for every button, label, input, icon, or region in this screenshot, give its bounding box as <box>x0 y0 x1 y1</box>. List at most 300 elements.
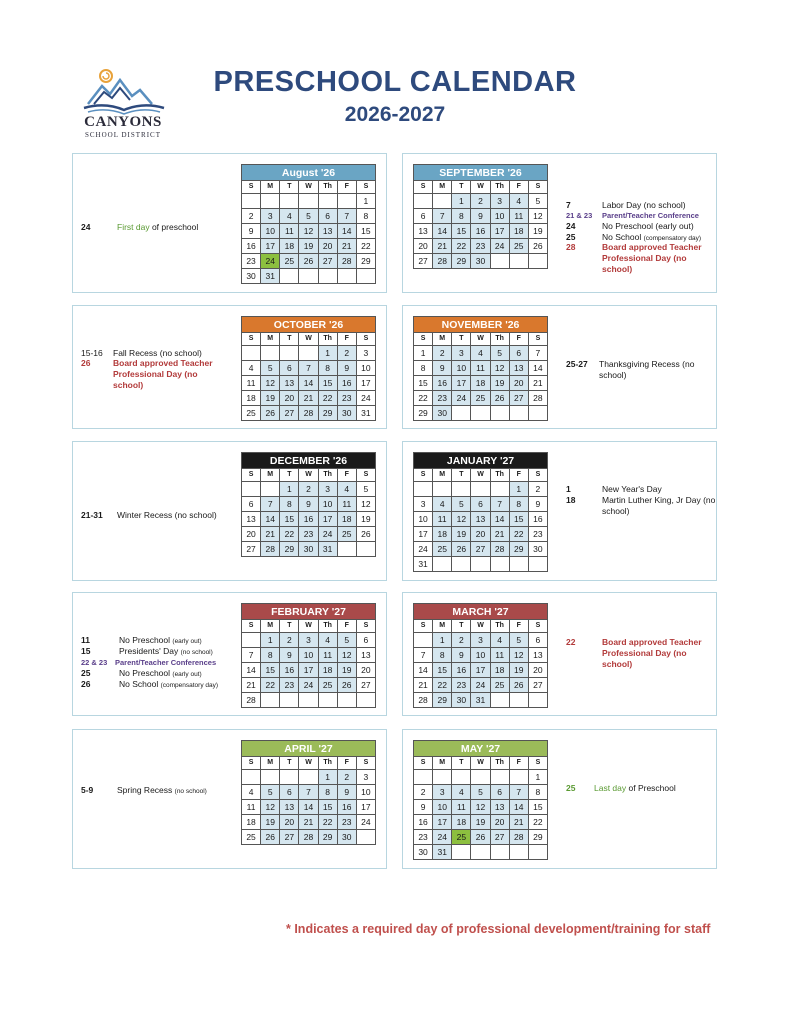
weekday-label: Th <box>491 757 510 770</box>
day-cell: 31 <box>319 542 338 557</box>
empty-cell <box>261 346 280 361</box>
day-cell: 4 <box>242 361 261 376</box>
day-cell: 16 <box>338 376 357 391</box>
calendar-month <box>241 740 376 845</box>
weekday-label: M <box>433 333 452 346</box>
empty-cell <box>491 845 510 860</box>
day-cell: 28 <box>414 693 433 708</box>
day-cell: 12 <box>357 497 376 512</box>
day-cell: 28 <box>299 406 318 421</box>
day-cell: 2 <box>529 482 548 497</box>
empty-cell <box>242 194 261 209</box>
empty-cell <box>299 693 318 708</box>
weekday-label: S <box>242 333 261 346</box>
weekday-label: M <box>433 181 452 194</box>
day-cell: 19 <box>452 527 471 542</box>
day-cell: 29 <box>529 830 548 845</box>
month-grid <box>241 619 376 708</box>
panel-january: 1 New Year's Day 18 Martin Luther King, Jr Day (no school) <box>402 441 717 581</box>
calendar-month <box>241 603 376 708</box>
day-cell: 1 <box>280 482 299 497</box>
day-cell: 19 <box>299 239 318 254</box>
weekday-label: F <box>338 757 357 770</box>
day-cell: 16 <box>452 663 471 678</box>
day-cell: 1 <box>357 194 376 209</box>
weekday-label: S <box>414 181 433 194</box>
empty-cell <box>491 482 510 497</box>
empty-cell <box>529 693 548 708</box>
day-cell: 8 <box>414 361 433 376</box>
day-cell: 17 <box>357 376 376 391</box>
day-cell: 23 <box>452 678 471 693</box>
day-cell: 15 <box>357 224 376 239</box>
day-cell: 8 <box>452 209 471 224</box>
empty-cell <box>510 557 529 572</box>
day-cell: 3 <box>433 785 452 800</box>
empty-cell <box>414 194 433 209</box>
day-cell: 20 <box>242 527 261 542</box>
day-cell: 24 <box>319 527 338 542</box>
day-cell: 22 <box>510 527 529 542</box>
empty-cell <box>452 406 471 421</box>
day-cell: 28 <box>261 542 280 557</box>
day-cell: 15 <box>529 800 548 815</box>
day-cell: 13 <box>319 224 338 239</box>
day-cell: 1 <box>414 346 433 361</box>
empty-cell <box>491 770 510 785</box>
month-header: MARCH '27 <box>413 603 548 619</box>
empty-cell <box>414 633 433 648</box>
empty-cell <box>261 482 280 497</box>
day-cell: 16 <box>280 663 299 678</box>
weekday-label: F <box>510 469 529 482</box>
day-cell: 12 <box>261 376 280 391</box>
panel-october: 15-16 Fall Recess (no school) 26 Board approved Teacher Professional Day (no school) <box>72 305 387 429</box>
day-cell: 3 <box>471 633 490 648</box>
empty-cell <box>280 770 299 785</box>
day-cell: 26 <box>338 678 357 693</box>
weekday-label: T <box>452 333 471 346</box>
calendar-month <box>241 452 376 557</box>
day-cell: 3 <box>357 770 376 785</box>
day-cell: 17 <box>452 376 471 391</box>
calendar-month <box>413 740 548 860</box>
day-cell: 1 <box>261 633 280 648</box>
day-cell: 17 <box>299 663 318 678</box>
day-cell: 5 <box>491 346 510 361</box>
day-cell: 8 <box>261 648 280 663</box>
day-cell: 6 <box>471 497 490 512</box>
day-cell: 5 <box>299 209 318 224</box>
day-cell: 26 <box>471 830 490 845</box>
day-cell: 20 <box>357 663 376 678</box>
weekday-label: M <box>261 757 280 770</box>
day-cell: 3 <box>319 482 338 497</box>
day-cell: 4 <box>433 497 452 512</box>
day-cell: 2 <box>452 633 471 648</box>
day-cell: 13 <box>510 361 529 376</box>
weekday-label: S <box>242 620 261 633</box>
day-cell: 18 <box>242 391 261 406</box>
day-cell: 13 <box>491 800 510 815</box>
day-cell: 16 <box>414 815 433 830</box>
day-cell: 22 <box>357 239 376 254</box>
empty-cell <box>491 693 510 708</box>
day-cell: 7 <box>299 361 318 376</box>
month-grid <box>241 756 376 845</box>
day-cell: 11 <box>280 224 299 239</box>
weekday-label: M <box>433 620 452 633</box>
day-cell: 12 <box>338 648 357 663</box>
day-cell: 7 <box>414 648 433 663</box>
day-cell: 21 <box>242 678 261 693</box>
day-cell: 8 <box>319 785 338 800</box>
day-cell: 31 <box>471 693 490 708</box>
day-cell: 12 <box>299 224 318 239</box>
day-cell: 17 <box>319 512 338 527</box>
month-header: NOVEMBER '26 <box>413 316 548 332</box>
month-header: JANUARY '27 <box>413 452 548 468</box>
day-cell: 30 <box>529 542 548 557</box>
day-cell: 5 <box>452 497 471 512</box>
weekday-label: S <box>242 181 261 194</box>
empty-cell <box>242 482 261 497</box>
day-cell: 18 <box>319 663 338 678</box>
empty-cell <box>299 269 318 284</box>
day-cell: 15 <box>452 224 471 239</box>
day-cell: 14 <box>299 800 318 815</box>
day-cell: 14 <box>299 376 318 391</box>
day-cell: 18 <box>452 815 471 830</box>
empty-cell <box>510 254 529 269</box>
empty-cell <box>471 482 490 497</box>
day-cell: 31 <box>433 845 452 860</box>
weekday-label: W <box>471 620 490 633</box>
day-cell: 5 <box>471 785 490 800</box>
weekday-label: T <box>280 620 299 633</box>
day-cell: 27 <box>280 830 299 845</box>
day-cell: 22 <box>280 527 299 542</box>
weekday-label: S <box>242 469 261 482</box>
day-cell: 30 <box>433 406 452 421</box>
day-cell: 25 <box>242 830 261 845</box>
empty-cell <box>280 269 299 284</box>
empty-cell <box>242 770 261 785</box>
weekday-label: M <box>261 620 280 633</box>
day-cell: 4 <box>242 785 261 800</box>
day-cell: 22 <box>261 678 280 693</box>
day-cell: 18 <box>338 512 357 527</box>
day-cell: 14 <box>529 361 548 376</box>
day-cell: 27 <box>242 542 261 557</box>
day-cell: 1 <box>510 482 529 497</box>
day-cell: 11 <box>510 209 529 224</box>
day-cell: 28 <box>299 830 318 845</box>
empty-cell <box>452 770 471 785</box>
day-cell: 6 <box>510 346 529 361</box>
month-header: August '26 <box>241 164 376 180</box>
day-cell: 10 <box>414 512 433 527</box>
empty-cell <box>261 194 280 209</box>
day-cell: 4 <box>338 482 357 497</box>
panel-august: 24 First day of preschool <box>72 153 387 293</box>
logo-mountain-book-icon <box>80 64 170 116</box>
day-cell: 3 <box>357 346 376 361</box>
day-cell: 14 <box>261 512 280 527</box>
page-title: PRESCHOOL CALENDAR <box>213 66 577 98</box>
panel-april: 5-9 Spring Recess (no school) <box>72 729 387 869</box>
day-cell: 29 <box>280 542 299 557</box>
empty-cell <box>319 693 338 708</box>
day-cell: 23 <box>299 527 318 542</box>
day-cell: 16 <box>242 239 261 254</box>
empty-cell <box>491 557 510 572</box>
weekday-label: W <box>299 469 318 482</box>
day-cell: 27 <box>280 406 299 421</box>
month-grid <box>413 468 548 572</box>
weekday-label: Th <box>319 333 338 346</box>
month-grid <box>241 332 376 421</box>
day-cell: 27 <box>529 678 548 693</box>
day-cell: 5 <box>529 194 548 209</box>
weekday-label: S <box>357 757 376 770</box>
day-cell: 15 <box>433 663 452 678</box>
day-cell: 19 <box>510 663 529 678</box>
day-cell: 3 <box>452 346 471 361</box>
day-cell: 15 <box>319 800 338 815</box>
day-cell: 16 <box>433 376 452 391</box>
day-cell: 28 <box>491 542 510 557</box>
day-cell: 29 <box>452 254 471 269</box>
day-cell: 28 <box>242 693 261 708</box>
empty-cell <box>357 269 376 284</box>
day-cell: 30 <box>471 254 490 269</box>
day-cell: 1 <box>319 346 338 361</box>
day-cell: 6 <box>414 209 433 224</box>
day-cell: 22 <box>452 239 471 254</box>
day-cell: 17 <box>433 815 452 830</box>
weekday-label: M <box>261 181 280 194</box>
weekday-label: M <box>261 469 280 482</box>
day-cell: 7 <box>242 648 261 663</box>
day-cell: 20 <box>414 239 433 254</box>
empty-cell <box>299 770 318 785</box>
day-cell: 8 <box>280 497 299 512</box>
day-cell: 20 <box>471 527 490 542</box>
day-cell: 20 <box>319 239 338 254</box>
day-cell: 7 <box>299 785 318 800</box>
day-cell: 12 <box>261 800 280 815</box>
weekday-label: S <box>529 620 548 633</box>
day-cell: 9 <box>280 648 299 663</box>
day-cell: 3 <box>414 497 433 512</box>
empty-cell <box>261 770 280 785</box>
month-grid <box>413 180 548 269</box>
day-cell: 11 <box>452 800 471 815</box>
weekday-label: W <box>299 757 318 770</box>
day-cell: 12 <box>491 361 510 376</box>
day-cell: 3 <box>261 209 280 224</box>
month-grid <box>413 756 548 860</box>
day-cell: 2 <box>471 194 490 209</box>
panel-may: 25 Last day of Preschool <box>402 729 717 869</box>
day-cell: 23 <box>471 239 490 254</box>
day-cell: 6 <box>280 361 299 376</box>
day-cell: 1 <box>529 770 548 785</box>
day-cell: 20 <box>510 376 529 391</box>
day-cell: 13 <box>280 800 299 815</box>
day-cell: 24 <box>261 254 280 269</box>
empty-cell <box>414 482 433 497</box>
day-cell: 10 <box>319 497 338 512</box>
day-cell: 10 <box>357 361 376 376</box>
weekday-label: M <box>433 469 452 482</box>
day-cell: 12 <box>510 648 529 663</box>
day-cell: 21 <box>338 239 357 254</box>
empty-cell <box>280 346 299 361</box>
day-cell: 18 <box>242 815 261 830</box>
day-cell: 13 <box>414 224 433 239</box>
day-cell: 21 <box>433 239 452 254</box>
day-cell: 25 <box>338 527 357 542</box>
day-cell: 22 <box>319 815 338 830</box>
empty-cell <box>452 845 471 860</box>
empty-cell <box>319 194 338 209</box>
day-cell: 8 <box>357 209 376 224</box>
day-cell: 26 <box>491 391 510 406</box>
day-cell: 1 <box>319 770 338 785</box>
day-cell: 21 <box>261 527 280 542</box>
weekday-label: T <box>280 181 299 194</box>
day-cell: 30 <box>299 542 318 557</box>
day-cell: 30 <box>338 830 357 845</box>
weekday-label: T <box>280 469 299 482</box>
day-cell: 9 <box>471 209 490 224</box>
day-cell: 22 <box>529 815 548 830</box>
footer-note: * Indicates a required day of professional development/training for staff <box>286 922 711 936</box>
day-cell: 28 <box>510 830 529 845</box>
weekday-label: F <box>338 620 357 633</box>
day-cell: 9 <box>338 785 357 800</box>
weekday-label: W <box>471 469 490 482</box>
empty-cell <box>433 557 452 572</box>
day-cell: 7 <box>261 497 280 512</box>
empty-cell <box>357 693 376 708</box>
logo-subtitle: SCHOOL DISTRICT <box>85 131 161 139</box>
day-cell: 17 <box>491 224 510 239</box>
day-cell: 28 <box>433 254 452 269</box>
day-cell: 13 <box>242 512 261 527</box>
day-cell: 7 <box>338 209 357 224</box>
weekday-label: W <box>299 181 318 194</box>
day-cell: 9 <box>433 361 452 376</box>
district-logo <box>80 64 170 142</box>
weekday-label: S <box>414 469 433 482</box>
month-grid <box>241 468 376 557</box>
day-cell: 21 <box>510 815 529 830</box>
calendar-month <box>241 164 376 284</box>
weekday-label: Th <box>319 469 338 482</box>
day-cell: 17 <box>414 527 433 542</box>
empty-cell <box>491 406 510 421</box>
month-header: MAY '27 <box>413 740 548 756</box>
empty-cell <box>280 194 299 209</box>
day-cell: 24 <box>299 678 318 693</box>
day-cell: 25 <box>510 239 529 254</box>
empty-cell <box>242 633 261 648</box>
empty-cell <box>510 406 529 421</box>
day-cell: 15 <box>319 376 338 391</box>
day-cell: 6 <box>529 633 548 648</box>
day-cell: 11 <box>491 648 510 663</box>
day-cell: 28 <box>529 391 548 406</box>
day-cell: 4 <box>280 209 299 224</box>
calendar-month <box>241 316 376 421</box>
day-cell: 24 <box>357 391 376 406</box>
weekday-label: F <box>510 333 529 346</box>
day-cell: 2 <box>280 633 299 648</box>
day-cell: 9 <box>299 497 318 512</box>
empty-cell <box>319 269 338 284</box>
weekday-label: T <box>452 181 471 194</box>
empty-cell <box>338 194 357 209</box>
day-cell: 31 <box>261 269 280 284</box>
weekday-label: T <box>452 757 471 770</box>
day-cell: 13 <box>357 648 376 663</box>
empty-cell <box>338 269 357 284</box>
day-cell: 31 <box>357 406 376 421</box>
day-cell: 5 <box>357 482 376 497</box>
day-cell: 26 <box>452 542 471 557</box>
day-cell: 30 <box>338 406 357 421</box>
month-header: OCTOBER '26 <box>241 316 376 332</box>
weekday-label: W <box>471 181 490 194</box>
day-cell: 8 <box>433 648 452 663</box>
weekday-label: W <box>299 620 318 633</box>
day-cell: 25 <box>280 254 299 269</box>
day-cell: 10 <box>433 800 452 815</box>
day-cell: 6 <box>280 785 299 800</box>
weekday-label: Th <box>491 620 510 633</box>
weekday-label: W <box>471 757 490 770</box>
day-cell: 24 <box>452 391 471 406</box>
day-cell: 19 <box>491 376 510 391</box>
day-cell: 10 <box>491 209 510 224</box>
empty-cell <box>433 482 452 497</box>
weekday-label: M <box>261 333 280 346</box>
panel-september: 7 Labor Day (no school) 21 & 23 Parent/Teacher Conference 24 No Preschool (early out) 25 No School (compensatory day) 28 Board approved Teacher Professional Day (no school) <box>402 153 717 293</box>
day-cell: 31 <box>414 557 433 572</box>
weekday-label: S <box>529 181 548 194</box>
day-cell: 27 <box>319 254 338 269</box>
empty-cell <box>338 693 357 708</box>
day-cell: 14 <box>414 663 433 678</box>
day-cell: 6 <box>491 785 510 800</box>
empty-cell <box>471 557 490 572</box>
weekday-label: T <box>452 620 471 633</box>
month-header: DECEMBER '26 <box>241 452 376 468</box>
weekday-label: S <box>529 333 548 346</box>
weekday-label: Th <box>491 333 510 346</box>
weekday-label: T <box>280 333 299 346</box>
day-cell: 27 <box>357 678 376 693</box>
day-cell: 11 <box>433 512 452 527</box>
empty-cell <box>510 693 529 708</box>
day-cell: 29 <box>414 406 433 421</box>
empty-cell <box>242 346 261 361</box>
day-cell: 18 <box>280 239 299 254</box>
weekday-label: Th <box>491 469 510 482</box>
